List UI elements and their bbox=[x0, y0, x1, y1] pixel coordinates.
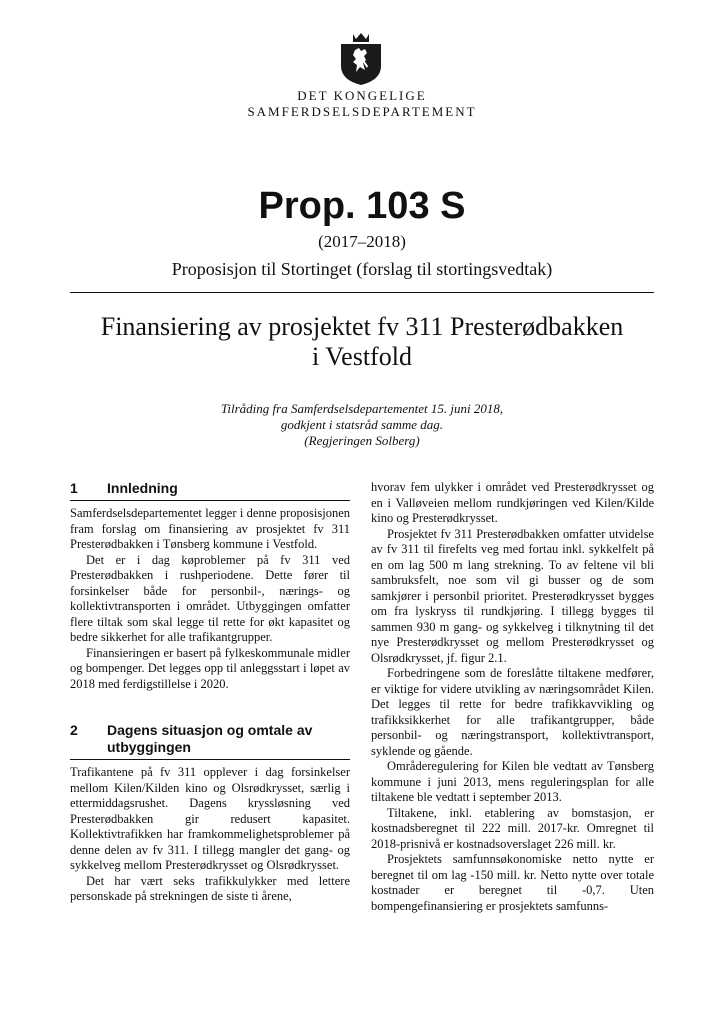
document-title-line2: i Vestfold bbox=[312, 342, 412, 371]
paragraph: Prosjektets samfunnsøkonomiske netto nytte er beregnet til om lag -150 mill. kr. Netto nytte over totale kostnader er beregnet til -0,7. Uten bompengefinansiering er prosjektets samfunns- bbox=[371, 852, 654, 913]
paragraph: Tiltakene, inkl. etablering av bomstasjon, er kostnadsberegnet til 222 mill. 2017-kr. Omregnet til 2018-prisnivå er kostnadsoverslaget 226 mill. kr. bbox=[371, 805, 654, 851]
section-number: 1 bbox=[70, 480, 78, 496]
approval-note bbox=[0, 401, 724, 449]
paragraph: Trafikantene på fv 311 opplever i dag forsinkelser mellom Kilen/Kilden kino og Olsrødkrysset, særlig i ettermiddagsrushet. Dagens kryssløsning ved Presterødbakken gir redusert kapasitet. Kollektivtrafikken har framkommelighetsproblemer på denne delen av fv 311. I tillegg mangler det gang- og sykkelveg mellom Presterødkrysset og Olsrødkrysset. bbox=[70, 765, 350, 872]
paragraph: Områderegulering for Kilen ble vedtatt av Tønsberg kommune i juni 2013, mens reguleringsplan for alle tiltakene ble vedtatt i september 2013. bbox=[371, 759, 654, 804]
ministry-name-line1: DET KONGELIGE bbox=[297, 88, 427, 103]
paragraph: Prosjektet fv 311 Presterødbakken omfatter utvidelse av fv 311 til firefelts veg med fortau inkl. sykkelfelt på en om lag 500 m lang strekning. To av feltene vil bli sambruksfelt, noe som vil gi busser og de som samkjører i personbil prioritet. Presterødkrysset bygges om fra lyskryss til rundkjøring. I tillegg bygges til sammen 930 m gang- og sykkelveg i tilknytning til det nye Presterødkrysset og mellom Presterødkrysset og Olsrødkrysset, jf. figur 2.1. bbox=[371, 526, 654, 665]
section-number: 2 bbox=[70, 722, 78, 738]
approval-line2: godkjent i statsråd samme dag. bbox=[280, 417, 444, 432]
paragraph: Forbedringene som de foreslåtte tiltakene medfører, er viktige for videre utvikling av næringsområdet Kilen. Det legges til rette for bedre trafikkavvikling og trafikksikkerhet for alle trafikantgrupper, både personbil- og næringstransport, kollektivtransport, syklende og gående. bbox=[371, 666, 654, 758]
section-heading bbox=[70, 722, 350, 760]
paragraph: Det er i dag køproblemer på fv 311 ved Presterødbakken i rushperiodene. Dette fører til forsinkelser både for personbil-, nærings- og kollektivtransporten i området. Utbyggingen omfatter flere tiltak som skal legge til rette for økt kapasitet og bedre sikkerhet for alle trafikantgrupper. bbox=[70, 552, 350, 644]
section-title: Innledning bbox=[107, 480, 178, 496]
right-column bbox=[371, 480, 654, 914]
paragraph: Finansieringen er basert på fylkeskommunale midler og bompenger. Det legges opp til anleggsstart i løpet av 2018 med ferdigstillelse i 2020. bbox=[70, 645, 350, 691]
left-column bbox=[70, 480, 350, 905]
paragraph: hvorav fem ulykker i området ved Presterødkrysset og en i Valløveien mellom rundkjøringen ved Kilen/Kilde kino og Presterødkrysset. bbox=[371, 480, 654, 525]
section-title: Dagens situasjon og omtale av utbyggingen bbox=[107, 722, 313, 755]
approval-line1: Tilråding fra Samferdselsdepartementet 15. juni 2018, bbox=[220, 401, 504, 416]
document-title bbox=[0, 312, 724, 372]
proposition-subtitle: Proposisjon til Stortinget (forslag til stortingsvedtak) bbox=[171, 259, 553, 279]
section-heading bbox=[70, 480, 350, 501]
paragraph: Samferdselsdepartementet legger i denne proposisjonen fram forslag om finansiering av prosjektet fv 311 Presterødbakken i Tønsberg kommune i Vestfold. bbox=[70, 506, 350, 551]
ministry-name-line2: SAMFERDSELSDEPARTEMENT bbox=[247, 104, 477, 119]
document-title-line1: Finansiering av prosjektet fv 311 Presterødbakken bbox=[100, 312, 624, 341]
proposition-title: Prop. 103 S bbox=[258, 185, 466, 227]
session-years: (2017–2018) bbox=[318, 232, 406, 251]
title-divider bbox=[70, 292, 654, 293]
paragraph: Det har vært seks trafikkulykker med lettere personskade på strekningen de siste ti årene, bbox=[70, 873, 350, 903]
approval-line3: (Regjeringen Solberg) bbox=[304, 433, 420, 448]
coat-of-arms-icon bbox=[339, 32, 383, 86]
